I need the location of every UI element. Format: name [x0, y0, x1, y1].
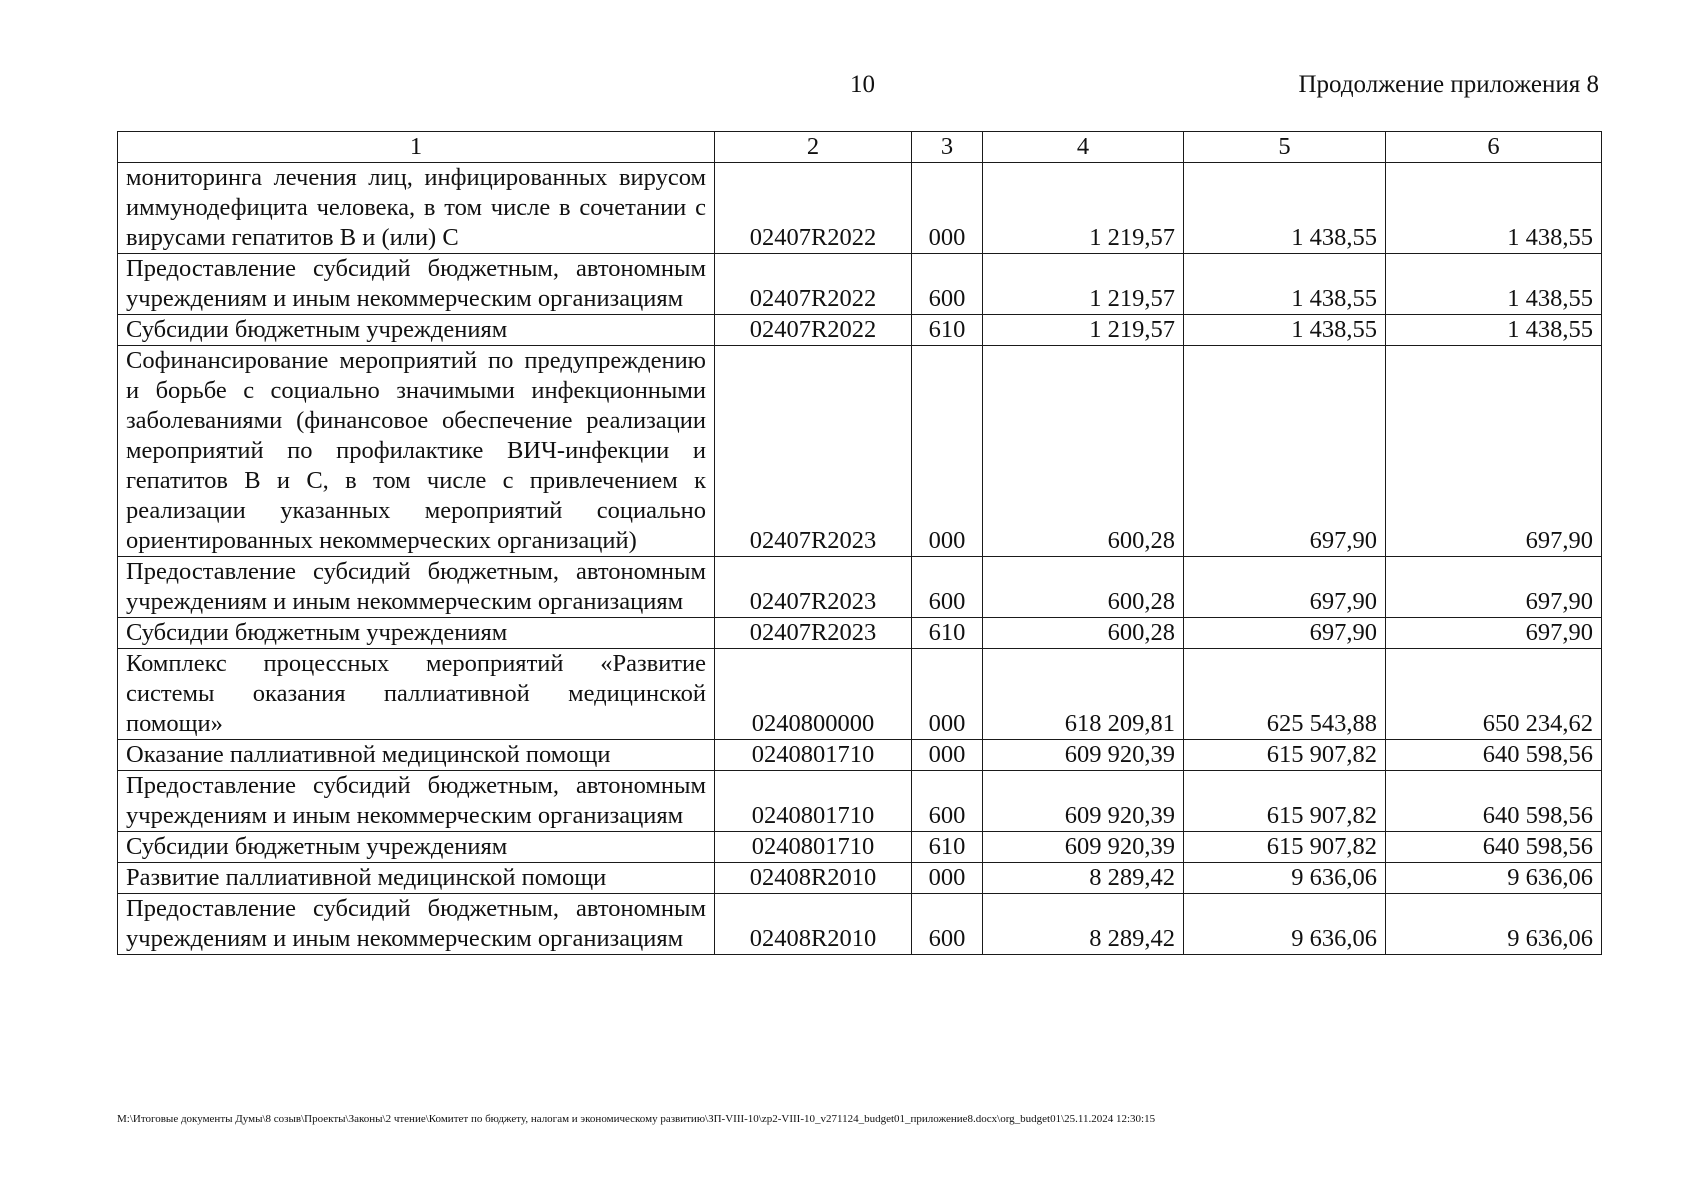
- row-code: 02407R2022: [715, 254, 912, 315]
- row-type: 600: [912, 894, 983, 955]
- row-value-5: 1 438,55: [1184, 163, 1386, 254]
- column-header-5: 5: [1184, 132, 1386, 163]
- row-value-5: 697,90: [1184, 557, 1386, 618]
- row-value-5: 9 636,06: [1184, 863, 1386, 894]
- row-value-5: 615 907,82: [1184, 740, 1386, 771]
- table-row: [118, 894, 1602, 955]
- row-value-6: 640 598,56: [1386, 771, 1602, 832]
- row-type: 000: [912, 163, 983, 254]
- row-name: Комплекс процессных мероприятий «Развитие системы оказания паллиативной медицинской помощи»: [118, 649, 715, 740]
- row-value-4: 600,28: [983, 618, 1184, 649]
- table-row: [118, 557, 1602, 618]
- document-file-path: M:\Итоговые документы Думы\8 созыв\Проекты\Законы\2 чтение\Комитет по бюджету, налогам и экономическому развитию\ЗП-VIII-10\zp2-VIII-10_v271124_budget01_приложение8.docx\org_budget01\25.11.2024 12:30:15: [117, 1113, 1156, 1125]
- row-type: 000: [912, 346, 983, 557]
- row-value-6: 1 438,55: [1386, 315, 1602, 346]
- row-type: 000: [912, 740, 983, 771]
- row-value-4: 600,28: [983, 557, 1184, 618]
- row-code: 02407R2023: [715, 557, 912, 618]
- row-value-5: 615 907,82: [1184, 771, 1386, 832]
- row-value-5: 1 438,55: [1184, 315, 1386, 346]
- row-type: 610: [912, 832, 983, 863]
- row-value-4: 609 920,39: [983, 771, 1184, 832]
- table-row: [118, 863, 1602, 894]
- table-row: [118, 649, 1602, 740]
- table-header-row: [118, 132, 1602, 163]
- row-value-5: 1 438,55: [1184, 254, 1386, 315]
- row-code: 02408R2010: [715, 894, 912, 955]
- table-row: [118, 254, 1602, 315]
- row-type: 000: [912, 863, 983, 894]
- row-type: 610: [912, 315, 983, 346]
- row-name: Оказание паллиативной медицинской помощи: [118, 740, 715, 771]
- row-value-4: 8 289,42: [983, 863, 1184, 894]
- column-header-2: 2: [715, 132, 912, 163]
- row-value-6: 697,90: [1386, 618, 1602, 649]
- row-value-4: 8 289,42: [983, 894, 1184, 955]
- row-value-5: 9 636,06: [1184, 894, 1386, 955]
- budget-table: [117, 131, 1602, 955]
- row-code: 0240801710: [715, 771, 912, 832]
- row-value-4: 609 920,39: [983, 740, 1184, 771]
- table-row: [118, 346, 1602, 557]
- row-name: Предоставление субсидий бюджетным, автономным учреждениям и иным некоммерческим организациям: [118, 771, 715, 832]
- row-value-6: 697,90: [1386, 557, 1602, 618]
- row-value-5: 625 543,88: [1184, 649, 1386, 740]
- row-code: 02407R2023: [715, 346, 912, 557]
- column-header-4: 4: [983, 132, 1184, 163]
- row-code: 02407R2022: [715, 315, 912, 346]
- row-name: мониторинга лечения лиц, инфицированных вирусом иммунодефицита человека, в том числе в сочетании с вирусами гепатитов В и (или) С: [118, 163, 715, 254]
- table-row: [118, 740, 1602, 771]
- row-name: Предоставление субсидий бюджетным, автономным учреждениям и иным некоммерческим организациям: [118, 254, 715, 315]
- table-row: [118, 163, 1602, 254]
- row-value-5: 697,90: [1184, 346, 1386, 557]
- row-name: Субсидии бюджетным учреждениям: [118, 315, 715, 346]
- row-type: 610: [912, 618, 983, 649]
- row-value-6: 1 438,55: [1386, 163, 1602, 254]
- row-value-4: 1 219,57: [983, 163, 1184, 254]
- row-value-4: 600,28: [983, 346, 1184, 557]
- row-value-6: 9 636,06: [1386, 894, 1602, 955]
- row-code: 0240801710: [715, 740, 912, 771]
- table-row: [118, 832, 1602, 863]
- row-value-6: 640 598,56: [1386, 832, 1602, 863]
- row-code: 02407R2022: [715, 163, 912, 254]
- table-row: [118, 315, 1602, 346]
- row-code: 0240800000: [715, 649, 912, 740]
- row-value-6: 1 438,55: [1386, 254, 1602, 315]
- page-number: 10: [850, 71, 875, 98]
- table-row: [118, 618, 1602, 649]
- row-value-4: 618 209,81: [983, 649, 1184, 740]
- row-name: Предоставление субсидий бюджетным, автономным учреждениям и иным некоммерческим организациям: [118, 557, 715, 618]
- row-value-6: 640 598,56: [1386, 740, 1602, 771]
- row-type: 600: [912, 254, 983, 315]
- row-code: 02408R2010: [715, 863, 912, 894]
- row-value-5: 615 907,82: [1184, 832, 1386, 863]
- row-code: 0240801710: [715, 832, 912, 863]
- row-value-6: 650 234,62: [1386, 649, 1602, 740]
- row-value-4: 1 219,57: [983, 315, 1184, 346]
- column-header-6: 6: [1386, 132, 1602, 163]
- row-value-4: 609 920,39: [983, 832, 1184, 863]
- table-row: [118, 771, 1602, 832]
- row-name: Софинансирование мероприятий по предупреждению и борьбе с социально значимыми инфекционными заболеваниями (финансовое обеспечение реализации мероприятий по профилактике ВИЧ-инфекции и гепатитов В и С, в том числе с привлечением к реализации указанных мероприятий социально ориентированных некоммерческих организаций): [118, 346, 715, 557]
- row-value-6: 9 636,06: [1386, 863, 1602, 894]
- column-header-3: 3: [912, 132, 983, 163]
- column-header-1: 1: [118, 132, 715, 163]
- row-name: Субсидии бюджетным учреждениям: [118, 832, 715, 863]
- row-type: 600: [912, 557, 983, 618]
- row-value-4: 1 219,57: [983, 254, 1184, 315]
- row-value-6: 697,90: [1386, 346, 1602, 557]
- row-name: Субсидии бюджетным учреждениям: [118, 618, 715, 649]
- row-code: 02407R2023: [715, 618, 912, 649]
- row-value-5: 697,90: [1184, 618, 1386, 649]
- row-type: 000: [912, 649, 983, 740]
- row-name: Развитие паллиативной медицинской помощи: [118, 863, 715, 894]
- row-type: 600: [912, 771, 983, 832]
- appendix-continuation-label: Продолжение приложения 8: [1298, 71, 1599, 98]
- row-name: Предоставление субсидий бюджетным, автономным учреждениям и иным некоммерческим организациям: [118, 894, 715, 955]
